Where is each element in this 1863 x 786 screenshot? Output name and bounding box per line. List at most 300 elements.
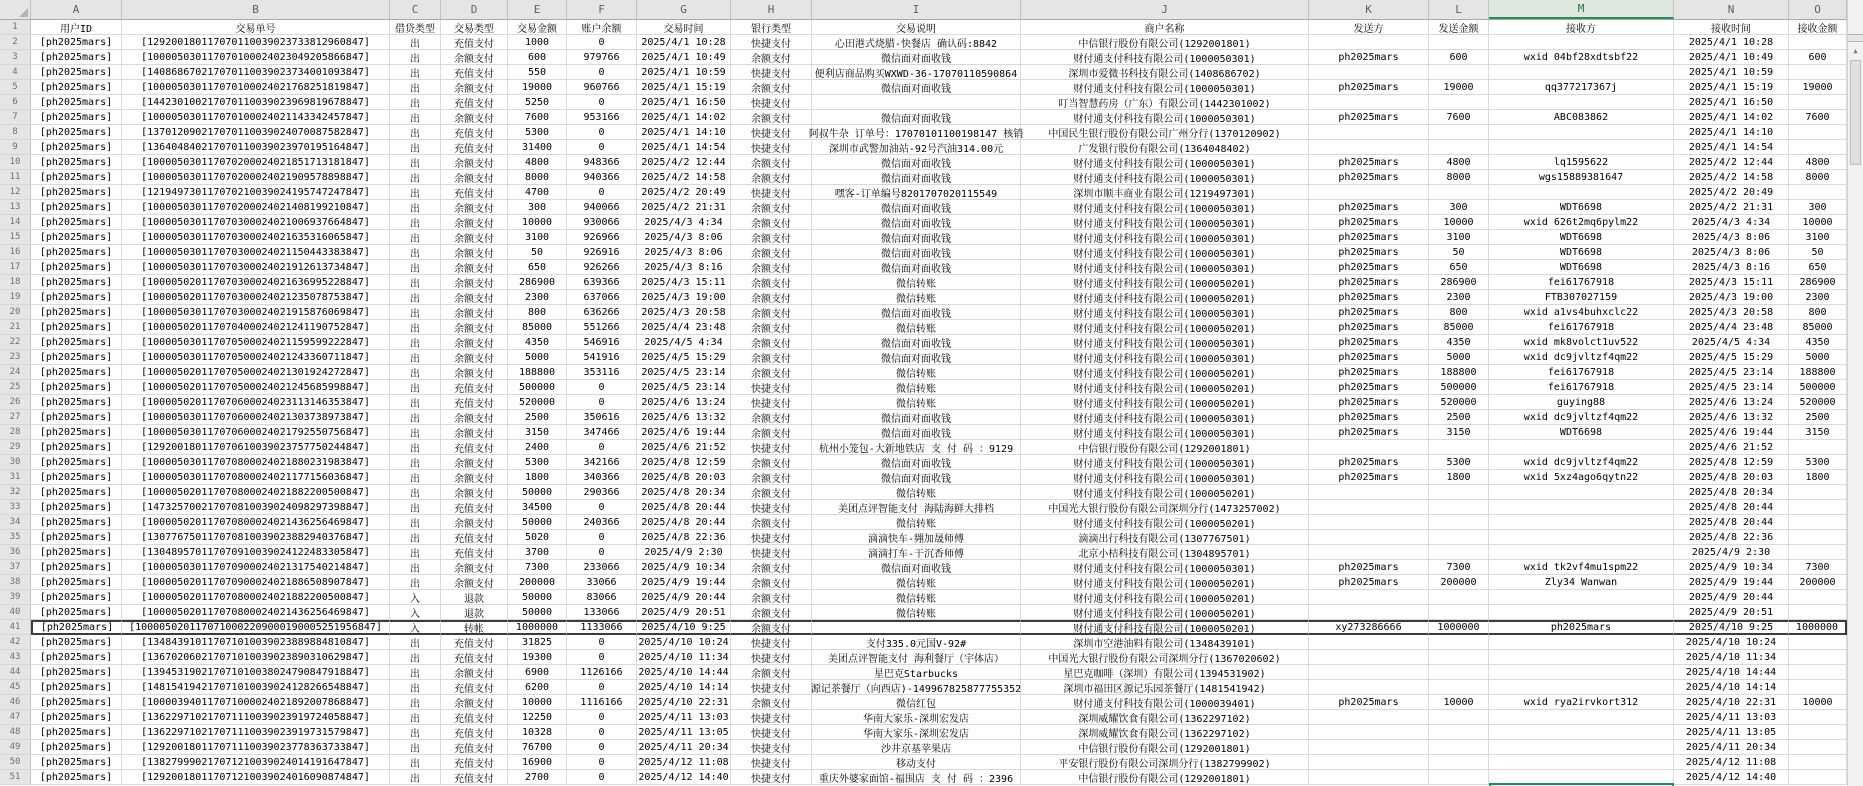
- cell[interactable]: [100005030117070100024023049205866847]: [122, 50, 390, 65]
- cell[interactable]: 微信面对面收钱: [812, 110, 1021, 125]
- cell[interactable]: [ph2025mars]: [31, 245, 122, 260]
- cell[interactable]: 微信面对面收钱: [812, 350, 1021, 365]
- cell[interactable]: 2025/4/8 20:34: [637, 485, 731, 500]
- cell[interactable]: 2025/4/2 12:44: [637, 155, 731, 170]
- cell[interactable]: 财付通支付科技有限公司(1000050301): [1021, 170, 1309, 185]
- row-number[interactable]: 46: [0, 695, 31, 710]
- cell[interactable]: [1789, 770, 1847, 785]
- cell[interactable]: 2025/4/1 14:10: [637, 125, 731, 140]
- row-number[interactable]: 51: [0, 770, 31, 785]
- cell[interactable]: 微信转账: [812, 290, 1021, 305]
- cell[interactable]: 余额支付: [441, 470, 508, 485]
- cell[interactable]: 深圳市空港油料有限公司(1348439101): [1021, 635, 1309, 650]
- cell[interactable]: 微信面对面收钱: [812, 230, 1021, 245]
- cell[interactable]: 2025/4/8 20:34: [1674, 485, 1789, 500]
- cell[interactable]: 350616: [567, 410, 637, 425]
- cell[interactable]: [1489, 770, 1674, 785]
- cell[interactable]: [ph2025mars]: [31, 65, 122, 80]
- cell[interactable]: 余额支付: [441, 50, 508, 65]
- cell[interactable]: 2025/4/3 8:06: [1674, 230, 1789, 245]
- cell[interactable]: 2025/4/3 8:06: [1674, 245, 1789, 260]
- cell[interactable]: 微信转账: [812, 320, 1021, 335]
- cell[interactable]: WDT6698: [1489, 200, 1674, 215]
- cell[interactable]: 充值支付: [441, 770, 508, 785]
- cell[interactable]: [130489570117070910039024122483305847]: [122, 545, 390, 560]
- cell[interactable]: [100005020117070600024023113146353847]: [122, 395, 390, 410]
- cell[interactable]: [136404840217070110039023970195164847]: [122, 140, 390, 155]
- cell[interactable]: 充值支付: [441, 95, 508, 110]
- cell[interactable]: [1789, 485, 1847, 500]
- cell[interactable]: 退款: [441, 605, 508, 620]
- cell[interactable]: 2025/4/10 22:31: [1674, 695, 1789, 710]
- cell[interactable]: 银行类型: [731, 20, 812, 35]
- row-number[interactable]: 14: [0, 215, 31, 230]
- cell[interactable]: 微信面对面收钱: [812, 80, 1021, 95]
- cell[interactable]: 出: [390, 740, 441, 755]
- cell[interactable]: 快捷支付: [731, 125, 812, 140]
- cell[interactable]: 出: [390, 335, 441, 350]
- cell[interactable]: ph2025mars: [1309, 380, 1429, 395]
- cell[interactable]: 余额支付: [731, 80, 812, 95]
- cell[interactable]: 3150: [1789, 425, 1847, 440]
- cell[interactable]: 2025/4/1 14:10: [1674, 125, 1789, 140]
- cell[interactable]: 财付通支付科技有限公司(1000050301): [1021, 410, 1309, 425]
- cell[interactable]: 余额支付: [441, 410, 508, 425]
- cell[interactable]: [100005030117070100024021768251819847]: [122, 80, 390, 95]
- cell[interactable]: 出: [390, 350, 441, 365]
- cell[interactable]: 2025/4/1 14:02: [1674, 110, 1789, 125]
- cell[interactable]: 0: [567, 380, 637, 395]
- cell[interactable]: 2025/4/1 15:19: [637, 80, 731, 95]
- cell[interactable]: 3150: [1429, 425, 1489, 440]
- cell[interactable]: 2300: [508, 290, 567, 305]
- cell[interactable]: 出: [390, 650, 441, 665]
- row-number[interactable]: 21: [0, 320, 31, 335]
- cell[interactable]: 3700: [508, 545, 567, 560]
- cell[interactable]: 充值支付: [441, 725, 508, 740]
- cell[interactable]: [100005030117070800024021880231983847]: [122, 455, 390, 470]
- cell[interactable]: [1489, 35, 1674, 50]
- cell[interactable]: [1429, 755, 1489, 770]
- cell[interactable]: 余额支付: [441, 485, 508, 500]
- row-number[interactable]: 43: [0, 650, 31, 665]
- cell[interactable]: 2025/4/4 23:48: [637, 320, 731, 335]
- cell[interactable]: [1309, 650, 1429, 665]
- cell[interactable]: 2025/4/6 13:32: [1674, 410, 1789, 425]
- cell[interactable]: 10000: [1789, 695, 1847, 710]
- cell[interactable]: 快捷支付: [731, 380, 812, 395]
- cell[interactable]: 财付通支付科技有限公司(1000050301): [1021, 470, 1309, 485]
- cell[interactable]: ABC083862: [1489, 110, 1674, 125]
- cell[interactable]: [ph2025mars]: [31, 755, 122, 770]
- cell[interactable]: 余额支付: [731, 275, 812, 290]
- cell[interactable]: 500000: [1429, 380, 1489, 395]
- cell[interactable]: 188800: [1429, 365, 1489, 380]
- cell[interactable]: 10000: [1789, 215, 1847, 230]
- cell[interactable]: [1489, 710, 1674, 725]
- cell[interactable]: 0: [567, 755, 637, 770]
- cell[interactable]: 2025/4/9 10:34: [637, 560, 731, 575]
- cell[interactable]: 接收方: [1489, 20, 1674, 35]
- cell[interactable]: 3100: [1429, 230, 1489, 245]
- cell[interactable]: 2025/4/4 23:48: [1674, 320, 1789, 335]
- cell[interactable]: 76700: [508, 740, 567, 755]
- cell[interactable]: ph2025mars: [1309, 80, 1429, 95]
- cell[interactable]: 深圳市武警加油站-92号汽油314.00元: [812, 140, 1021, 155]
- cell[interactable]: [1489, 635, 1674, 650]
- row-number[interactable]: 1: [0, 20, 31, 35]
- cell[interactable]: 出: [390, 710, 441, 725]
- cell[interactable]: 3100: [1789, 230, 1847, 245]
- cell[interactable]: ph2025mars: [1309, 155, 1429, 170]
- cell[interactable]: [1489, 725, 1674, 740]
- cell[interactable]: 深圳威耀饮食有限公司(1362297102): [1021, 725, 1309, 740]
- cell[interactable]: [1309, 755, 1429, 770]
- cell[interactable]: [1309, 185, 1429, 200]
- cell[interactable]: 余额支付: [441, 305, 508, 320]
- cell[interactable]: ph2025mars: [1309, 260, 1429, 275]
- cell[interactable]: 5300: [1789, 455, 1847, 470]
- cell[interactable]: 充值支付: [441, 185, 508, 200]
- cell[interactable]: 深圳威耀饮食有限公司(1362297102): [1021, 710, 1309, 725]
- cell[interactable]: 0: [567, 530, 637, 545]
- cell[interactable]: 余额支付: [731, 110, 812, 125]
- cell[interactable]: 2025/4/1 15:19: [1674, 80, 1789, 95]
- cell[interactable]: 50: [508, 245, 567, 260]
- cell[interactable]: [1489, 500, 1674, 515]
- cell[interactable]: [1429, 440, 1489, 455]
- cell[interactable]: [ph2025mars]: [31, 665, 122, 680]
- scrollbar-split-handle[interactable]: [1848, 34, 1863, 42]
- cell[interactable]: [100005020117070800024021436256469847]: [122, 515, 390, 530]
- cell[interactable]: [100005030117070200024021851713181847]: [122, 155, 390, 170]
- cell[interactable]: 546916: [567, 335, 637, 350]
- cell[interactable]: 2025/4/12 14:40: [1674, 770, 1789, 785]
- cell[interactable]: 2025/4/3 15:11: [1674, 275, 1789, 290]
- cell[interactable]: 微信面对面收钱: [812, 50, 1021, 65]
- cell[interactable]: 2025/4/11 13:05: [637, 725, 731, 740]
- cell[interactable]: 2025/4/3 19:00: [1674, 290, 1789, 305]
- cell[interactable]: 余额支付: [731, 410, 812, 425]
- cell[interactable]: 余额支付: [731, 605, 812, 620]
- cell[interactable]: 财付通支付科技有限公司(1000050201): [1021, 485, 1309, 500]
- cell[interactable]: 微信面对面收钱: [812, 455, 1021, 470]
- cell[interactable]: 0: [567, 185, 637, 200]
- cell[interactable]: 星巴克咖啡（深圳）有限公司(1394531902): [1021, 665, 1309, 680]
- cell[interactable]: 2300: [1429, 290, 1489, 305]
- row-number[interactable]: 27: [0, 410, 31, 425]
- cell[interactable]: [136229710217071110039023919731579847]: [122, 725, 390, 740]
- cell[interactable]: 650: [1429, 260, 1489, 275]
- cell[interactable]: 0: [567, 680, 637, 695]
- cell[interactable]: [1309, 590, 1429, 605]
- cell[interactable]: 微信面对面收钱: [812, 245, 1021, 260]
- cell[interactable]: 出: [390, 365, 441, 380]
- cell[interactable]: [ph2025mars]: [31, 365, 122, 380]
- cell[interactable]: 财付通支付科技有限公司(1000050301): [1021, 245, 1309, 260]
- row-number[interactable]: 41: [0, 620, 31, 635]
- cell[interactable]: 余额支付: [441, 200, 508, 215]
- cell[interactable]: [100005030117070300024021150443383847]: [122, 245, 390, 260]
- cell[interactable]: 充值支付: [441, 545, 508, 560]
- cell[interactable]: 1126166: [567, 665, 637, 680]
- cell[interactable]: [1429, 680, 1489, 695]
- column-header-a[interactable]: A: [31, 0, 122, 19]
- cell[interactable]: [100005030117070600024021792550756847]: [122, 425, 390, 440]
- cell[interactable]: 余额支付: [441, 245, 508, 260]
- cell[interactable]: 出: [390, 485, 441, 500]
- cell[interactable]: 2025/4/10 10:24: [637, 635, 731, 650]
- cell[interactable]: 余额支付: [441, 515, 508, 530]
- cell[interactable]: 余额支付: [731, 260, 812, 275]
- cell[interactable]: 转帐: [441, 620, 508, 635]
- column-header-n[interactable]: N: [1674, 0, 1789, 19]
- cell[interactable]: [1429, 530, 1489, 545]
- cell[interactable]: [1429, 65, 1489, 80]
- cell[interactable]: 2500: [508, 410, 567, 425]
- cell[interactable]: 2025/4/10 11:34: [1674, 650, 1789, 665]
- cell[interactable]: 2025/4/1 10:28: [637, 35, 731, 50]
- cell[interactable]: 余额支付: [731, 560, 812, 575]
- cell[interactable]: [1429, 140, 1489, 155]
- cell[interactable]: 余额支付: [441, 230, 508, 245]
- cell[interactable]: 出: [390, 260, 441, 275]
- cell[interactable]: [1429, 710, 1489, 725]
- cell[interactable]: 出: [390, 770, 441, 785]
- cell[interactable]: 心田港式烧腊-快餐店 确认码:8842: [812, 35, 1021, 50]
- cell[interactable]: 2025/4/1 16:50: [637, 95, 731, 110]
- cell[interactable]: 退款: [441, 590, 508, 605]
- cell[interactable]: [1309, 605, 1429, 620]
- cell[interactable]: 550: [508, 65, 567, 80]
- cell[interactable]: 19000: [1789, 80, 1847, 95]
- cell[interactable]: 0: [567, 35, 637, 50]
- row-number[interactable]: 25: [0, 380, 31, 395]
- cell[interactable]: 50000: [508, 485, 567, 500]
- cell[interactable]: [137012090217070110039024070087582847]: [122, 125, 390, 140]
- cell[interactable]: [1429, 590, 1489, 605]
- cell[interactable]: 342166: [567, 455, 637, 470]
- cell[interactable]: 出: [390, 230, 441, 245]
- cell[interactable]: [100005020117070500024021245685998847]: [122, 380, 390, 395]
- cell[interactable]: 快捷支付: [731, 500, 812, 515]
- cell[interactable]: 200000: [1429, 575, 1489, 590]
- cell[interactable]: 出: [390, 455, 441, 470]
- cell[interactable]: 650: [1789, 260, 1847, 275]
- cell[interactable]: guying88: [1489, 395, 1674, 410]
- cell[interactable]: 33066: [567, 575, 637, 590]
- cell[interactable]: 财付通支付科技有限公司(1000050301): [1021, 230, 1309, 245]
- cell[interactable]: 188800: [508, 365, 567, 380]
- cell[interactable]: [ph2025mars]: [31, 545, 122, 560]
- cell[interactable]: [ph2025mars]: [31, 110, 122, 125]
- cell[interactable]: 2025/4/10 22:31: [637, 695, 731, 710]
- cell[interactable]: 余额支付: [731, 575, 812, 590]
- cell[interactable]: 财付通支付科技有限公司(1000050301): [1021, 155, 1309, 170]
- cell[interactable]: 余额支付: [441, 170, 508, 185]
- cell[interactable]: 0: [567, 635, 637, 650]
- cell[interactable]: [1309, 95, 1429, 110]
- cell[interactable]: 出: [390, 440, 441, 455]
- cell[interactable]: 交易单号: [122, 20, 390, 35]
- cell[interactable]: 财付通支付科技有限公司(1000039401): [1021, 695, 1309, 710]
- cell[interactable]: [1309, 665, 1429, 680]
- column-header-h[interactable]: H: [731, 0, 812, 19]
- cell[interactable]: ph2025mars: [1309, 110, 1429, 125]
- cell[interactable]: [ph2025mars]: [31, 305, 122, 320]
- cell[interactable]: 10000: [508, 695, 567, 710]
- cell[interactable]: [140868670217070110039023734001093847]: [122, 65, 390, 80]
- cell[interactable]: 2025/4/3 8:06: [637, 230, 731, 245]
- cell[interactable]: 31825: [508, 635, 567, 650]
- cell[interactable]: [147325700217070810039024098297398847]: [122, 500, 390, 515]
- cell[interactable]: 财付通支付科技有限公司(1000050201): [1021, 290, 1309, 305]
- cell[interactable]: 0: [567, 500, 637, 515]
- cell[interactable]: [138279990217071210039024014191647847]: [122, 755, 390, 770]
- cell[interactable]: 出: [390, 425, 441, 440]
- cell[interactable]: 2025/4/1 10:59: [1674, 65, 1789, 80]
- cell[interactable]: 2025/4/9 20:51: [637, 605, 731, 620]
- cell[interactable]: 出: [390, 380, 441, 395]
- cell[interactable]: [1429, 185, 1489, 200]
- cell[interactable]: 200000: [508, 575, 567, 590]
- cell[interactable]: 7300: [508, 560, 567, 575]
- row-number[interactable]: 30: [0, 455, 31, 470]
- cell[interactable]: 2025/4/10 10:24: [1674, 635, 1789, 650]
- cell[interactable]: [ph2025mars]: [31, 155, 122, 170]
- cell[interactable]: 充值支付: [441, 710, 508, 725]
- cell[interactable]: 6900: [508, 665, 567, 680]
- cell[interactable]: [ph2025mars]: [31, 695, 122, 710]
- cell[interactable]: 微信面对面收钱: [812, 560, 1021, 575]
- cell[interactable]: [1489, 545, 1674, 560]
- cell[interactable]: 充值支付: [441, 380, 508, 395]
- row-number[interactable]: 45: [0, 680, 31, 695]
- cell[interactable]: 快捷支付: [731, 185, 812, 200]
- cell[interactable]: 财付通支付科技有限公司(1000050301): [1021, 455, 1309, 470]
- cell[interactable]: 余额支付: [731, 215, 812, 230]
- cell[interactable]: 2025/4/9 19:44: [637, 575, 731, 590]
- row-number[interactable]: 16: [0, 245, 31, 260]
- cell[interactable]: 16900: [508, 755, 567, 770]
- cell[interactable]: [1489, 95, 1674, 110]
- cell[interactable]: 财付通支付科技有限公司(1000050201): [1021, 365, 1309, 380]
- cell[interactable]: WDT6698: [1489, 245, 1674, 260]
- cell[interactable]: 7300: [1789, 560, 1847, 575]
- cell[interactable]: 出: [390, 575, 441, 590]
- cell[interactable]: wxid dc9jvltzf4qm22: [1489, 455, 1674, 470]
- cell[interactable]: ph2025mars: [1309, 365, 1429, 380]
- cell[interactable]: ph2025mars: [1309, 425, 1429, 440]
- cell[interactable]: 财付通支付科技有限公司(1000050201): [1021, 275, 1309, 290]
- cell[interactable]: [1309, 635, 1429, 650]
- cell[interactable]: 微信红包: [812, 695, 1021, 710]
- cell[interactable]: 接收时间: [1674, 20, 1789, 35]
- cell[interactable]: [100005030117070200024021909578898847]: [122, 170, 390, 185]
- cell[interactable]: 深圳市爱微书科技有限公司(1408686702): [1021, 65, 1309, 80]
- cell[interactable]: 0: [567, 650, 637, 665]
- cell[interactable]: 520000: [1789, 395, 1847, 410]
- cell[interactable]: 余额支付: [731, 455, 812, 470]
- cell[interactable]: Zly34 Wanwan: [1489, 575, 1674, 590]
- cell[interactable]: 2025/4/3 8:16: [1674, 260, 1789, 275]
- cell[interactable]: wxid dc9jvltzf4qm22: [1489, 410, 1674, 425]
- cell[interactable]: [100003940117071000024021892007868847]: [122, 695, 390, 710]
- cell[interactable]: [1309, 140, 1429, 155]
- cell[interactable]: [1309, 35, 1429, 50]
- cell[interactable]: 平安银行股份有限公司深圳分行(1382799902): [1021, 755, 1309, 770]
- cell[interactable]: 财付通支付科技有限公司(1000050201): [1021, 515, 1309, 530]
- row-number[interactable]: 4: [0, 65, 31, 80]
- cell[interactable]: [ph2025mars]: [31, 35, 122, 50]
- row-number[interactable]: 47: [0, 710, 31, 725]
- cell[interactable]: 快捷支付: [731, 35, 812, 50]
- cell[interactable]: 34500: [508, 500, 567, 515]
- cell[interactable]: 2025/4/8 12:59: [1674, 455, 1789, 470]
- cell[interactable]: 余额支付: [441, 215, 508, 230]
- cell[interactable]: 微信转账: [812, 515, 1021, 530]
- cell[interactable]: [1789, 35, 1847, 50]
- cell[interactable]: 财付通支付科技有限公司(1000050301): [1021, 50, 1309, 65]
- cell[interactable]: 余额支付: [731, 335, 812, 350]
- cell[interactable]: [1309, 125, 1429, 140]
- cell[interactable]: [1789, 755, 1847, 770]
- cell[interactable]: [100005020117070900024021886508907847]: [122, 575, 390, 590]
- cell[interactable]: 1116166: [567, 695, 637, 710]
- cell[interactable]: 余额支付: [441, 455, 508, 470]
- cell[interactable]: [100005030117070900024021317540214847]: [122, 560, 390, 575]
- row-number[interactable]: 39: [0, 590, 31, 605]
- cell[interactable]: fei61767918: [1489, 380, 1674, 395]
- cell[interactable]: 2025/4/1 14:54: [1674, 140, 1789, 155]
- cell[interactable]: 2025/4/6 21:52: [637, 440, 731, 455]
- cell[interactable]: [130776750117070810039023882940376847]: [122, 530, 390, 545]
- cell[interactable]: 商户名称: [1021, 20, 1309, 35]
- cell[interactable]: [1789, 125, 1847, 140]
- column-header-g[interactable]: G: [637, 0, 731, 19]
- cell[interactable]: 滴滴快车-翙加晟师傅: [812, 530, 1021, 545]
- row-number[interactable]: 22: [0, 335, 31, 350]
- scroll-up-button[interactable]: [1848, 44, 1863, 58]
- cell[interactable]: 微信转账: [812, 395, 1021, 410]
- cell[interactable]: 1800: [1429, 470, 1489, 485]
- cell[interactable]: 2025/4/9 20:44: [637, 590, 731, 605]
- cell[interactable]: 2025/4/9 10:34: [1674, 560, 1789, 575]
- cell[interactable]: ph2025mars: [1309, 245, 1429, 260]
- cell[interactable]: 2025/4/8 22:36: [1674, 530, 1789, 545]
- cell[interactable]: xy273286666: [1309, 620, 1429, 635]
- column-header-m[interactable]: M: [1489, 0, 1674, 19]
- cell[interactable]: 微信转账: [812, 590, 1021, 605]
- cell[interactable]: 出: [390, 185, 441, 200]
- cell[interactable]: 2025/4/3 4:34: [637, 215, 731, 230]
- cell[interactable]: 1800: [508, 470, 567, 485]
- cell[interactable]: [100005030117070500024021159599222847]: [122, 335, 390, 350]
- cell[interactable]: ph2025mars: [1309, 560, 1429, 575]
- cell[interactable]: 300: [1789, 200, 1847, 215]
- cell[interactable]: 快捷支付: [731, 140, 812, 155]
- cell[interactable]: [100005030117070100024021143342457847]: [122, 110, 390, 125]
- cell[interactable]: 余额支付: [441, 80, 508, 95]
- cell[interactable]: 余额支付: [731, 200, 812, 215]
- cell[interactable]: [1789, 515, 1847, 530]
- cell[interactable]: 2025/4/9 19:44: [1674, 575, 1789, 590]
- column-header-b[interactable]: B: [122, 0, 390, 19]
- cell[interactable]: 余额支付: [441, 425, 508, 440]
- cell[interactable]: 财付通支付科技有限公司(1000050201): [1021, 575, 1309, 590]
- cell[interactable]: ph2025mars: [1309, 215, 1429, 230]
- cell[interactable]: [ph2025mars]: [31, 485, 122, 500]
